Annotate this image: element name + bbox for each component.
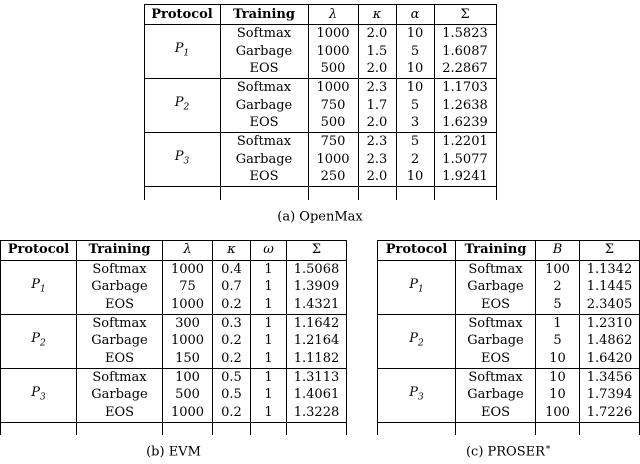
table-cell: 0.5 <box>213 368 251 386</box>
table-cell: 1 <box>251 332 287 350</box>
table-row <box>378 260 640 278</box>
table-cell: 5 <box>396 133 434 151</box>
table-cell: 5 <box>396 97 434 115</box>
table-cell: 1.1703 <box>434 79 496 97</box>
table-cell: 10 <box>396 25 434 43</box>
stub-cell <box>308 187 358 200</box>
table-cell: 250 <box>308 169 358 187</box>
stub-cell <box>213 422 251 435</box>
stub-cell <box>251 422 287 435</box>
protocol-base: P <box>174 95 184 111</box>
table-cell: 2.0 <box>358 115 396 133</box>
column-header: α <box>396 5 434 25</box>
table-row <box>144 133 496 151</box>
table-cell: 1.4061 <box>287 386 347 404</box>
table-cell: 5 <box>536 332 580 350</box>
table-cell: 1 <box>251 404 287 422</box>
stub-cell <box>287 422 347 435</box>
table-cell: Softmax <box>77 368 163 386</box>
table-cell: 1000 <box>163 404 213 422</box>
protocol-cell <box>144 25 220 79</box>
stub-cell <box>378 422 456 435</box>
protocol-base: P <box>409 331 418 347</box>
table-cell: 1000 <box>163 296 213 314</box>
table-cell: 2.3 <box>358 79 396 97</box>
table-openmax <box>144 4 497 200</box>
table-cell: 10 <box>396 79 434 97</box>
protocol-cell <box>144 79 220 133</box>
stub-cell <box>456 422 536 435</box>
table-cell: 300 <box>163 314 213 332</box>
table-cell: 1000 <box>163 332 213 350</box>
table-cell: 1000 <box>163 260 213 278</box>
column-header: B <box>536 240 580 260</box>
column-header: Protocol <box>378 240 456 260</box>
table-header <box>1 240 347 260</box>
table-cell: 10 <box>396 169 434 187</box>
stub-cell <box>396 187 434 200</box>
protocol-subscript: 2 <box>183 102 190 113</box>
table-row <box>1 314 347 332</box>
table-evm <box>0 240 347 436</box>
protocol-base: P <box>409 277 418 293</box>
table-cell: 1000 <box>308 79 358 97</box>
table-cell: 0.3 <box>213 314 251 332</box>
stub-cell <box>144 187 220 200</box>
table-cell: Softmax <box>456 260 536 278</box>
column-header: κ <box>213 240 251 260</box>
table-cell: 750 <box>308 133 358 151</box>
protocol-subscript: 2 <box>418 338 424 349</box>
table-cell: Garbage <box>456 278 536 296</box>
table-cell: Softmax <box>220 25 308 43</box>
table-cell: 100 <box>536 260 580 278</box>
table-cell: Garbage <box>220 97 308 115</box>
table-body <box>1 260 347 435</box>
table-cell: 1.5068 <box>287 260 347 278</box>
caption-evm <box>146 443 201 459</box>
stub-cell <box>77 422 163 435</box>
table-cell: 1.2310 <box>580 314 640 332</box>
protocol-base: P <box>31 277 40 293</box>
table-cell: 500 <box>308 61 358 79</box>
table-cell: 1.4862 <box>580 332 640 350</box>
table-cell: EOS <box>456 404 536 422</box>
table-cell: Softmax <box>456 314 536 332</box>
column-header: κ <box>358 5 396 25</box>
protocol-cell <box>1 260 77 314</box>
table-cell: 10 <box>396 61 434 79</box>
table-cell: 0.2 <box>213 350 251 368</box>
header-row <box>378 240 640 260</box>
protocol-cell <box>144 133 220 187</box>
table-cell: 1000 <box>308 25 358 43</box>
protocol-subscript: 1 <box>418 284 424 295</box>
table-cell: 0.2 <box>213 332 251 350</box>
column-header: λ <box>308 5 358 25</box>
protocol-subscript: 2 <box>40 338 46 349</box>
table-cell: 1 <box>251 296 287 314</box>
table-row <box>144 79 496 97</box>
table-cell: 1.3228 <box>287 404 347 422</box>
protocol-cell <box>1 314 77 368</box>
table-cell: 1.7 <box>358 97 396 115</box>
caption-proser <box>466 443 551 459</box>
table-cell: EOS <box>77 296 163 314</box>
protocol-subscript: 3 <box>183 156 190 167</box>
table-header <box>378 240 640 260</box>
header-row <box>1 240 347 260</box>
table-cell: Softmax <box>456 368 536 386</box>
table-cell: 5 <box>536 296 580 314</box>
table-cell: 2.0 <box>358 25 396 43</box>
stub-cell <box>358 187 396 200</box>
table-cell: 150 <box>163 350 213 368</box>
table-cell: 0.2 <box>213 296 251 314</box>
protocol-base: P <box>31 385 40 401</box>
table-cell: 1.1445 <box>580 278 640 296</box>
stub-cell <box>1 422 77 435</box>
table-cell: 1000 <box>308 43 358 61</box>
table-cell: 2 <box>396 151 434 169</box>
table-cell: Garbage <box>456 332 536 350</box>
protocol-subscript: 3 <box>40 392 46 403</box>
figure-openmax <box>144 4 497 224</box>
protocol-subscript: 3 <box>418 392 424 403</box>
table-body <box>144 25 496 200</box>
table-header <box>144 5 496 25</box>
table-cell: 5 <box>396 43 434 61</box>
table-cell: EOS <box>77 404 163 422</box>
table-cell: 0.2 <box>213 404 251 422</box>
table-cell: 1 <box>251 314 287 332</box>
table-row <box>1 260 347 278</box>
data-table <box>144 4 497 200</box>
protocol-cell <box>378 260 456 314</box>
protocol-subscript: 1 <box>183 48 190 59</box>
table-cell: Garbage <box>77 332 163 350</box>
protocol-cell <box>378 314 456 368</box>
table-cell: 1.5 <box>358 43 396 61</box>
table-cell: 10 <box>536 368 580 386</box>
table-cell: 1.2638 <box>434 97 496 115</box>
table-cell: Softmax <box>77 314 163 332</box>
column-header: λ <box>163 240 213 260</box>
figure-proser <box>377 240 640 460</box>
stub-cell <box>580 422 640 435</box>
table-cell: 1.6239 <box>434 115 496 133</box>
protocol-base: P <box>31 331 40 347</box>
stub-cell <box>163 422 213 435</box>
table-cell: 0.5 <box>213 386 251 404</box>
column-header: Protocol <box>144 5 220 25</box>
table-cell: 500 <box>308 115 358 133</box>
column-header: Training <box>77 240 163 260</box>
top-table-row <box>0 0 640 224</box>
table-cell: 1.1342 <box>580 260 640 278</box>
bottom-table-row <box>0 240 640 460</box>
table-cell: 2.3 <box>358 151 396 169</box>
table-cell: 1.1642 <box>287 314 347 332</box>
column-header: Σ <box>434 5 496 25</box>
column-header: ω <box>251 240 287 260</box>
table-cell: 1.4321 <box>287 296 347 314</box>
table-cell: 1 <box>536 314 580 332</box>
table-cell: EOS <box>456 350 536 368</box>
table-cell: Garbage <box>77 278 163 296</box>
caption-text: (b) EVM <box>146 444 201 460</box>
table-row <box>378 368 640 386</box>
table-cell: 1.9241 <box>434 169 496 187</box>
stub-cell <box>434 187 496 200</box>
table-row <box>378 314 640 332</box>
data-table <box>0 240 347 436</box>
column-header: Σ <box>580 240 640 260</box>
table-cell: 1.2164 <box>287 332 347 350</box>
table-cell: 2.0 <box>358 61 396 79</box>
table-cell: EOS <box>220 61 308 79</box>
table-cell: 1.7394 <box>580 386 640 404</box>
column-header: Training <box>220 5 308 25</box>
protocol-base: P <box>174 149 184 165</box>
protocol-base: P <box>174 41 184 57</box>
column-header: Training <box>456 240 536 260</box>
table-cell: 100 <box>163 368 213 386</box>
table-cell: 2.3405 <box>580 296 640 314</box>
stub-cell <box>536 422 580 435</box>
protocol-subscript: 1 <box>40 284 46 295</box>
table-cell: 1.1182 <box>287 350 347 368</box>
table-row <box>1 368 347 386</box>
table-cell: 2.0 <box>358 169 396 187</box>
table-cell: Garbage <box>456 386 536 404</box>
stub-row <box>144 187 496 200</box>
table-cell: 1.3456 <box>580 368 640 386</box>
table-cell: 0.7 <box>213 278 251 296</box>
table-cell: 500 <box>163 386 213 404</box>
table-cell: Softmax <box>77 260 163 278</box>
table-cell: 1.3909 <box>287 278 347 296</box>
table-cell: EOS <box>220 169 308 187</box>
table-cell: 1.7226 <box>580 404 640 422</box>
table-cell: 10 <box>536 386 580 404</box>
protocol-cell <box>1 368 77 422</box>
data-table <box>377 240 640 436</box>
table-cell: 1 <box>251 278 287 296</box>
table-cell: 3 <box>396 115 434 133</box>
table-cell: 0.4 <box>213 260 251 278</box>
stub-row <box>1 422 347 435</box>
table-cell: 1 <box>251 350 287 368</box>
caption-sup: ∗ <box>544 443 552 454</box>
caption-text: (a) OpenMax <box>277 208 363 224</box>
column-header: Protocol <box>1 240 77 260</box>
table-cell: 1.6087 <box>434 43 496 61</box>
table-cell: 1 <box>251 386 287 404</box>
column-header: Σ <box>287 240 347 260</box>
table-cell: Softmax <box>220 133 308 151</box>
table-cell: Garbage <box>220 151 308 169</box>
table-cell: 1.5077 <box>434 151 496 169</box>
caption-text: (c) PROSER <box>465 444 545 460</box>
stub-cell <box>220 187 308 200</box>
table-cell: 1 <box>251 260 287 278</box>
table-cell: 1000 <box>308 151 358 169</box>
table-body <box>378 260 640 435</box>
table-cell: EOS <box>77 350 163 368</box>
table-cell: Garbage <box>220 43 308 61</box>
table-cell: 1.2201 <box>434 133 496 151</box>
table-cell: 1.3113 <box>287 368 347 386</box>
table-cell: 750 <box>308 97 358 115</box>
table-cell: 2.3 <box>358 133 396 151</box>
table-cell: 10 <box>536 350 580 368</box>
protocol-base: P <box>409 385 418 401</box>
table-cell: 75 <box>163 278 213 296</box>
table-cell: 2.2867 <box>434 61 496 79</box>
caption-openmax <box>277 208 362 224</box>
table-cell: 1.6420 <box>580 350 640 368</box>
table-cell: EOS <box>220 115 308 133</box>
table-cell: EOS <box>456 296 536 314</box>
header-row <box>144 5 496 25</box>
figure-evm <box>0 240 347 460</box>
protocol-cell <box>378 368 456 422</box>
table-cell: 2 <box>536 278 580 296</box>
table-row <box>144 25 496 43</box>
table-cell: Garbage <box>77 386 163 404</box>
table-proser <box>377 240 640 436</box>
table-cell: 1.5823 <box>434 25 496 43</box>
table-cell: 100 <box>536 404 580 422</box>
table-cell: Softmax <box>220 79 308 97</box>
table-cell: 1 <box>251 368 287 386</box>
stub-row <box>378 422 640 435</box>
